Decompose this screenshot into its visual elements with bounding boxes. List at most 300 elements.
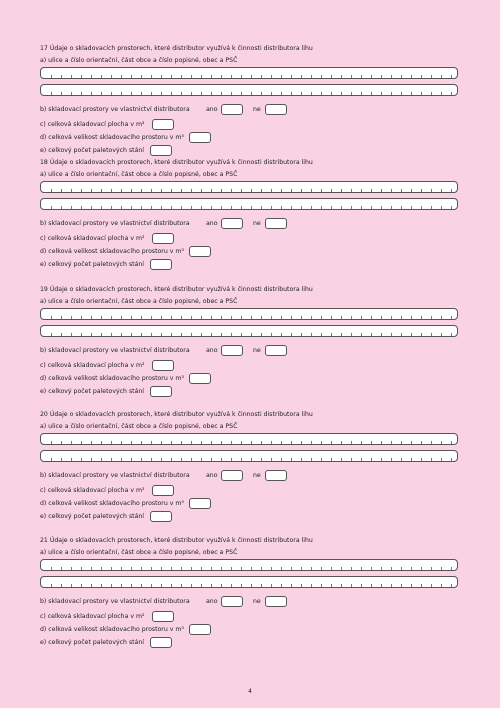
char-cell-divider — [191, 458, 192, 461]
char-cell-divider — [221, 567, 222, 570]
char-cell-divider — [81, 333, 82, 336]
char-cell-divider — [191, 92, 192, 95]
char-cell-divider — [61, 316, 62, 319]
pallets-label: e) celkový počet paletových stání — [40, 513, 145, 520]
char-cell-divider — [421, 441, 422, 444]
char-cell-divider — [181, 333, 182, 336]
char-cell-divider — [231, 316, 232, 319]
char-cell-divider — [401, 316, 402, 319]
ownership-no-box[interactable] — [265, 470, 287, 481]
storage-section — [40, 537, 460, 647]
char-cell-divider — [191, 567, 192, 570]
volume-input-box[interactable] — [189, 373, 211, 384]
char-cell-divider — [291, 316, 292, 319]
no-label: ne — [253, 220, 261, 227]
char-cell-divider — [411, 206, 412, 209]
ownership-no-box[interactable] — [265, 218, 287, 229]
storage-section — [40, 286, 460, 396]
char-cell-divider — [341, 75, 342, 78]
char-cell-divider — [331, 189, 332, 192]
char-cell-divider — [211, 333, 212, 336]
char-cell-divider — [321, 567, 322, 570]
char-cell-divider — [61, 458, 62, 461]
yes-label: ano — [206, 106, 218, 113]
char-cell-divider — [231, 458, 232, 461]
char-cell-divider — [111, 458, 112, 461]
char-cell-divider — [281, 441, 282, 444]
no-label: ne — [253, 106, 261, 113]
char-cell-divider — [61, 567, 62, 570]
area-input-box[interactable] — [152, 233, 174, 244]
char-cell-divider — [261, 584, 262, 587]
char-cell-divider — [121, 333, 122, 336]
char-cell-divider — [431, 189, 432, 192]
char-cell-divider — [181, 189, 182, 192]
char-cell-divider — [401, 584, 402, 587]
char-cell-divider — [211, 316, 212, 319]
char-cell-divider — [241, 333, 242, 336]
char-cell-divider — [81, 441, 82, 444]
char-cell-divider — [451, 316, 452, 319]
char-cell-divider — [391, 567, 392, 570]
char-cell-divider — [101, 75, 102, 78]
char-cell-divider — [451, 189, 452, 192]
section-title: 20 Údaje o skladovacích prostorech, které distributor využívá k činnosti distributora lihu — [40, 411, 313, 418]
address-field-line-2[interactable] — [40, 198, 458, 210]
char-cell-divider — [361, 206, 362, 209]
char-cell-divider — [291, 584, 292, 587]
char-cell-divider — [81, 189, 82, 192]
char-cell-divider — [311, 584, 312, 587]
char-cell-divider — [441, 584, 442, 587]
volume-input-box[interactable] — [189, 246, 211, 257]
char-cell-divider — [351, 333, 352, 336]
char-cell-divider — [451, 458, 452, 461]
char-cell-divider — [71, 584, 72, 587]
area-label: c) celková skladovací plocha v m² — [40, 487, 145, 494]
char-cell-divider — [211, 584, 212, 587]
char-cell-divider — [361, 441, 362, 444]
char-cell-divider — [281, 75, 282, 78]
char-cell-divider — [171, 92, 172, 95]
char-cell-divider — [361, 75, 362, 78]
char-cell-divider — [151, 316, 152, 319]
char-cell-divider — [301, 567, 302, 570]
char-cell-divider — [111, 441, 112, 444]
char-cell-divider — [71, 75, 72, 78]
char-cell-divider — [441, 206, 442, 209]
char-cell-divider — [91, 316, 92, 319]
char-cell-divider — [321, 189, 322, 192]
char-cell-divider — [201, 584, 202, 587]
volume-label: d) celková velikost skladovacího prostoru v m³ — [40, 626, 184, 633]
char-cell-divider — [131, 92, 132, 95]
address-field-line-1[interactable] — [40, 308, 458, 320]
ownership-yes-box[interactable] — [221, 596, 243, 607]
char-cell-divider — [161, 316, 162, 319]
char-cell-divider — [251, 316, 252, 319]
char-cell-divider — [351, 75, 352, 78]
area-input-box[interactable] — [152, 485, 174, 496]
char-cell-divider — [261, 316, 262, 319]
char-cell-divider — [181, 458, 182, 461]
yes-label: ano — [206, 220, 218, 227]
ownership-label: b) skladovací prostory ve vlastnictví distributora — [40, 347, 190, 354]
char-cell-divider — [371, 189, 372, 192]
char-cell-divider — [141, 206, 142, 209]
volume-label: d) celková velikost skladovacího prostoru v m³ — [40, 375, 184, 382]
char-cell-divider — [251, 458, 252, 461]
char-cell-divider — [121, 584, 122, 587]
char-cell-divider — [61, 584, 62, 587]
char-cell-divider — [261, 206, 262, 209]
char-cell-divider — [361, 567, 362, 570]
char-cell-divider — [311, 333, 312, 336]
char-cell-divider — [301, 458, 302, 461]
char-cell-divider — [131, 458, 132, 461]
char-cell-divider — [271, 584, 272, 587]
char-cell-divider — [391, 206, 392, 209]
char-cell-divider — [231, 206, 232, 209]
char-cell-divider — [441, 333, 442, 336]
char-cell-divider — [421, 458, 422, 461]
char-cell-divider — [201, 189, 202, 192]
char-cell-divider — [251, 441, 252, 444]
char-cell-divider — [71, 458, 72, 461]
storage-section — [40, 45, 460, 155]
address-field-line-2[interactable] — [40, 325, 458, 337]
char-cell-divider — [81, 206, 82, 209]
char-cell-divider — [141, 458, 142, 461]
char-cell-divider — [301, 92, 302, 95]
char-cell-divider — [421, 567, 422, 570]
char-cell-divider — [171, 189, 172, 192]
char-cell-divider — [441, 567, 442, 570]
char-cell-divider — [261, 189, 262, 192]
char-cell-divider — [321, 584, 322, 587]
char-cell-divider — [141, 75, 142, 78]
ownership-yes-box[interactable] — [221, 470, 243, 481]
char-cell-divider — [131, 206, 132, 209]
address-label: a) ulice a číslo orientační, část obce a číslo popisné, obec a PSČ — [40, 298, 238, 305]
char-cell-divider — [61, 441, 62, 444]
address-field-line-2[interactable] — [40, 576, 458, 588]
no-label: ne — [253, 347, 261, 354]
char-cell-divider — [131, 333, 132, 336]
char-cell-divider — [281, 333, 282, 336]
char-cell-divider — [371, 567, 372, 570]
char-cell-divider — [271, 189, 272, 192]
char-cell-divider — [291, 75, 292, 78]
char-cell-divider — [91, 441, 92, 444]
char-cell-divider — [321, 92, 322, 95]
char-cell-divider — [321, 333, 322, 336]
char-cell-divider — [381, 206, 382, 209]
char-cell-divider — [71, 441, 72, 444]
char-cell-divider — [281, 316, 282, 319]
char-cell-divider — [391, 75, 392, 78]
char-cell-divider — [431, 567, 432, 570]
address-field-line-1[interactable] — [40, 67, 458, 79]
pallets-input-box[interactable] — [150, 511, 172, 522]
address-label: a) ulice a číslo orientační, část obce a číslo popisné, obec a PSČ — [40, 171, 238, 178]
page-number: 4 — [248, 688, 252, 695]
char-cell-divider — [121, 316, 122, 319]
char-cell-divider — [131, 584, 132, 587]
address-field-line-1[interactable] — [40, 181, 458, 193]
char-cell-divider — [291, 567, 292, 570]
pallets-input-box[interactable] — [150, 259, 172, 270]
char-cell-divider — [201, 316, 202, 319]
char-cell-divider — [451, 206, 452, 209]
char-cell-divider — [241, 584, 242, 587]
char-cell-divider — [51, 441, 52, 444]
char-cell-divider — [201, 75, 202, 78]
char-cell-divider — [261, 333, 262, 336]
char-cell-divider — [331, 458, 332, 461]
char-cell-divider — [311, 316, 312, 319]
char-cell-divider — [401, 567, 402, 570]
char-cell-divider — [411, 584, 412, 587]
char-cell-divider — [381, 189, 382, 192]
char-cell-divider — [241, 567, 242, 570]
char-cell-divider — [201, 441, 202, 444]
char-cell-divider — [101, 316, 102, 319]
char-cell-divider — [331, 75, 332, 78]
char-cell-divider — [71, 316, 72, 319]
volume-input-box[interactable] — [189, 132, 211, 143]
char-cell-divider — [211, 441, 212, 444]
char-cell-divider — [91, 75, 92, 78]
char-cell-divider — [121, 92, 122, 95]
char-cell-divider — [101, 92, 102, 95]
char-cell-divider — [161, 189, 162, 192]
char-cell-divider — [81, 458, 82, 461]
char-cell-divider — [151, 75, 152, 78]
char-cell-divider — [291, 206, 292, 209]
char-cell-divider — [351, 92, 352, 95]
char-cell-divider — [391, 92, 392, 95]
char-cell-divider — [411, 567, 412, 570]
char-cell-divider — [121, 441, 122, 444]
char-cell-divider — [371, 441, 372, 444]
ownership-no-box[interactable] — [265, 345, 287, 356]
char-cell-divider — [391, 441, 392, 444]
char-cell-divider — [151, 441, 152, 444]
pallets-input-box[interactable] — [150, 637, 172, 648]
char-cell-divider — [161, 584, 162, 587]
char-cell-divider — [171, 75, 172, 78]
char-cell-divider — [81, 584, 82, 587]
char-cell-divider — [271, 333, 272, 336]
char-cell-divider — [301, 333, 302, 336]
char-cell-divider — [411, 189, 412, 192]
char-cell-divider — [431, 92, 432, 95]
char-cell-divider — [341, 584, 342, 587]
char-cell-divider — [381, 584, 382, 587]
char-cell-divider — [441, 441, 442, 444]
ownership-no-box[interactable] — [265, 104, 287, 115]
ownership-yes-box[interactable] — [221, 104, 243, 115]
char-cell-divider — [201, 92, 202, 95]
char-cell-divider — [161, 75, 162, 78]
address-label: a) ulice a číslo orientační, část obce a číslo popisné, obec a PSČ — [40, 423, 238, 430]
char-cell-divider — [251, 584, 252, 587]
char-cell-divider — [361, 584, 362, 587]
char-cell-divider — [91, 92, 92, 95]
char-cell-divider — [111, 206, 112, 209]
address-label: a) ulice a číslo orientační, část obce a číslo popisné, obec a PSČ — [40, 57, 238, 64]
address-field-line-1[interactable] — [40, 559, 458, 571]
char-cell-divider — [151, 458, 152, 461]
char-cell-divider — [141, 189, 142, 192]
char-cell-divider — [371, 206, 372, 209]
char-cell-divider — [131, 189, 132, 192]
char-cell-divider — [341, 316, 342, 319]
volume-input-box[interactable] — [189, 624, 211, 635]
char-cell-divider — [261, 567, 262, 570]
ownership-yes-box[interactable] — [221, 345, 243, 356]
char-cell-divider — [401, 458, 402, 461]
char-cell-divider — [271, 206, 272, 209]
char-cell-divider — [451, 333, 452, 336]
char-cell-divider — [221, 584, 222, 587]
char-cell-divider — [171, 333, 172, 336]
pallets-label: e) celkový počet paletových stání — [40, 388, 145, 395]
char-cell-divider — [211, 75, 212, 78]
char-cell-divider — [341, 458, 342, 461]
char-cell-divider — [311, 567, 312, 570]
char-cell-divider — [291, 458, 292, 461]
char-cell-divider — [161, 567, 162, 570]
char-cell-divider — [251, 567, 252, 570]
char-cell-divider — [101, 206, 102, 209]
char-cell-divider — [221, 206, 222, 209]
no-label: ne — [253, 472, 261, 479]
char-cell-divider — [71, 206, 72, 209]
char-cell-divider — [241, 206, 242, 209]
char-cell-divider — [371, 458, 372, 461]
char-cell-divider — [71, 333, 72, 336]
area-input-box[interactable] — [152, 611, 174, 622]
char-cell-divider — [421, 316, 422, 319]
char-cell-divider — [191, 316, 192, 319]
area-input-box[interactable] — [152, 360, 174, 371]
char-cell-divider — [381, 75, 382, 78]
char-cell-divider — [271, 567, 272, 570]
char-cell-divider — [431, 75, 432, 78]
char-cell-divider — [391, 316, 392, 319]
char-cell-divider — [171, 316, 172, 319]
char-cell-divider — [301, 75, 302, 78]
area-input-box[interactable] — [152, 119, 174, 130]
char-cell-divider — [221, 92, 222, 95]
char-cell-divider — [431, 333, 432, 336]
char-cell-divider — [231, 441, 232, 444]
char-cell-divider — [221, 458, 222, 461]
ownership-no-box[interactable] — [265, 596, 287, 607]
char-cell-divider — [171, 584, 172, 587]
address-field-line-1[interactable] — [40, 433, 458, 445]
char-cell-divider — [381, 458, 382, 461]
char-cell-divider — [221, 441, 222, 444]
char-cell-divider — [151, 189, 152, 192]
char-cell-divider — [421, 189, 422, 192]
ownership-yes-box[interactable] — [221, 218, 243, 229]
address-field-line-2[interactable] — [40, 84, 458, 96]
volume-label: d) celková velikost skladovacího prostoru v m³ — [40, 134, 184, 141]
pallets-label: e) celkový počet paletových stání — [40, 639, 145, 646]
char-cell-divider — [371, 75, 372, 78]
char-cell-divider — [221, 189, 222, 192]
char-cell-divider — [271, 458, 272, 461]
char-cell-divider — [61, 333, 62, 336]
char-cell-divider — [421, 333, 422, 336]
char-cell-divider — [411, 75, 412, 78]
char-cell-divider — [231, 75, 232, 78]
char-cell-divider — [361, 458, 362, 461]
ownership-label: b) skladovací prostory ve vlastnictví distributora — [40, 472, 190, 479]
char-cell-divider — [201, 206, 202, 209]
char-cell-divider — [241, 441, 242, 444]
char-cell-divider — [421, 92, 422, 95]
char-cell-divider — [371, 333, 372, 336]
char-cell-divider — [61, 75, 62, 78]
char-cell-divider — [131, 567, 132, 570]
char-cell-divider — [301, 584, 302, 587]
char-cell-divider — [291, 441, 292, 444]
char-cell-divider — [321, 75, 322, 78]
char-cell-divider — [91, 584, 92, 587]
char-cell-divider — [231, 333, 232, 336]
section-title: 17 Údaje o skladovacích prostorech, které distributor využívá k činnosti distributora lihu — [40, 45, 313, 52]
char-cell-divider — [381, 567, 382, 570]
char-cell-divider — [151, 92, 152, 95]
pallets-input-box[interactable] — [150, 386, 172, 397]
char-cell-divider — [231, 584, 232, 587]
char-cell-divider — [311, 458, 312, 461]
char-cell-divider — [301, 316, 302, 319]
char-cell-divider — [321, 316, 322, 319]
char-cell-divider — [331, 584, 332, 587]
volume-input-box[interactable] — [189, 498, 211, 509]
char-cell-divider — [51, 92, 52, 95]
char-cell-divider — [111, 333, 112, 336]
char-cell-divider — [401, 333, 402, 336]
char-cell-divider — [441, 458, 442, 461]
char-cell-divider — [331, 206, 332, 209]
char-cell-divider — [171, 458, 172, 461]
volume-label: d) celková velikost skladovacího prostoru v m³ — [40, 248, 184, 255]
pallets-input-box[interactable] — [150, 145, 172, 156]
char-cell-divider — [351, 584, 352, 587]
address-field-line-2[interactable] — [40, 450, 458, 462]
char-cell-divider — [111, 75, 112, 78]
char-cell-divider — [331, 333, 332, 336]
char-cell-divider — [391, 333, 392, 336]
char-cell-divider — [121, 189, 122, 192]
char-cell-divider — [361, 189, 362, 192]
char-cell-divider — [251, 92, 252, 95]
char-cell-divider — [401, 441, 402, 444]
char-cell-divider — [341, 206, 342, 209]
char-cell-divider — [341, 92, 342, 95]
char-cell-divider — [341, 567, 342, 570]
char-cell-divider — [311, 189, 312, 192]
char-cell-divider — [81, 75, 82, 78]
char-cell-divider — [111, 584, 112, 587]
char-cell-divider — [231, 92, 232, 95]
